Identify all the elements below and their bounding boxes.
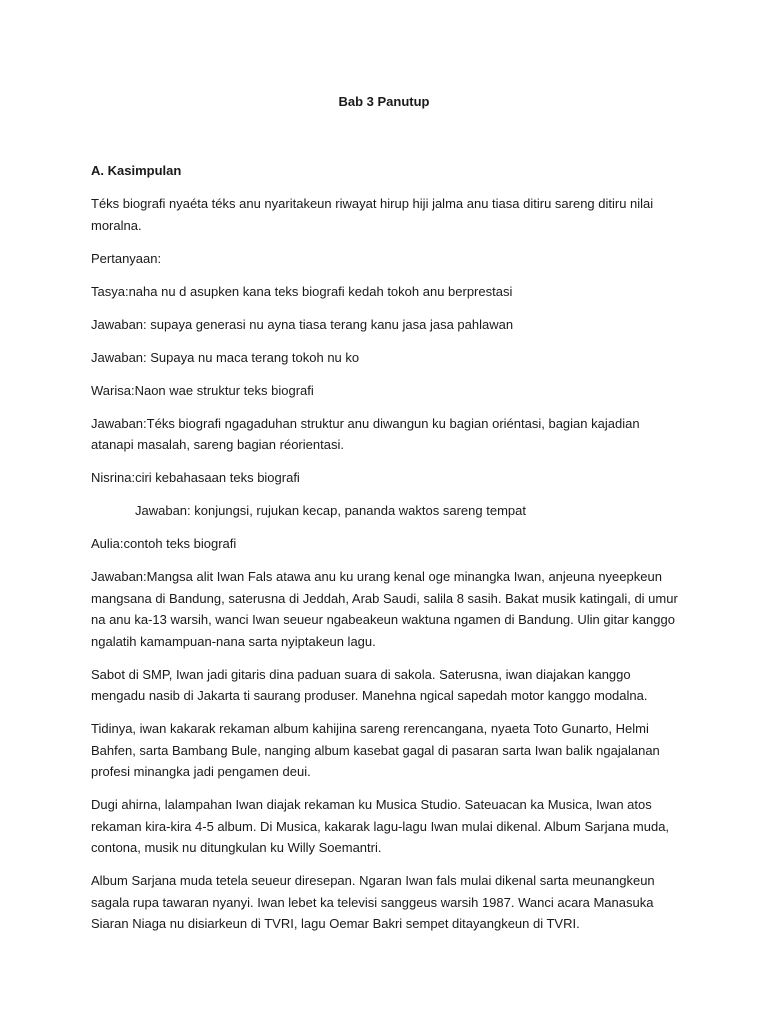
document-body bbox=[91, 160, 681, 946]
paragraph-questions-label: Pertanyaan: bbox=[91, 250, 162, 266]
paragraph-question-warisa: Warisa:Naon wae struktur teks biografi bbox=[91, 382, 314, 398]
paragraph-biography: Sabot di SMP, Iwan jadi gitaris dina paduan suara di sakola. Saterusna, iwan diajakan kanggo mengadu nasib di Jakarta ti saurang produser. Manehna ngical sapedah motor kanggo modalna. bbox=[91, 666, 648, 703]
paragraph-biography: Tidinya, iwan kakarak rekaman album kahijina sareng rerencangana, nyaeta Toto Gunarto, Helmi Bahfen, sarta Bambang Bule, nanging album kasebat gagal di pasaran sarta Iwan balik ngajalanan profesi minangka jadi pengamen deui. bbox=[91, 721, 660, 779]
paragraph-question-tasya: Tasya:naha nu d asupken kana teks biografi kedah tokoh anu berprestasi bbox=[91, 283, 513, 299]
page-title: Bab 3 Panutup bbox=[338, 94, 430, 109]
paragraph-biography: Album Sarjana muda tetela seueur diresepan. Ngaran Iwan fals mulai dikenal sarta meunangkeun sagala rupa tawaran nyanyi. Iwan lebet ka televisi sanggeus warsih 1987. Wanci acara Manasuka Siaran Niaga nu disiarkeun di TVRI, lagu Oemar Bakri sempet ditayangkeun di TVRI. bbox=[91, 873, 655, 931]
paragraph-biography: Jawaban:Mangsa alit Iwan Fals atawa anu ku urang kenal oge minangka Iwan, anjeuna nyeepkeun mangsana di Bandung, saterusna di Jeddah, Arab Saudi, salila 8 sasih. Bakat musik katingali, di umur na anu ka-13 warsih, wanci Iwan seueur ngabeakeun waktuna ngamen di Bandung. Ulin gitar kanggo ngalatih kamampuan-nana sarta nyiptakeun lagu. bbox=[91, 569, 678, 649]
paragraph-definition: Téks biografi nyaéta téks anu nyaritakeun riwayat hirup hiji jalma anu tiasa ditiru sareng ditiru nilai moralna. bbox=[91, 196, 654, 233]
paragraph-answer-indented: Jawaban: konjungsi, rujukan kecap, pananda waktos sareng tempat bbox=[135, 503, 526, 518]
paragraph-biography: Dugi ahirna, lalampahan Iwan diajak rekaman ku Musica Studio. Sateuacan ka Musica, Iwan atos rekaman kira-kira 4-5 album. Di Musica, kakarak lagu-lagu Iwan mulai dikenal. Album Sarjana muda, contona, musik nu ditungkulan ku Willy Soemantri. bbox=[91, 797, 670, 855]
paragraph-answer: Jawaban: Supaya nu maca terang tokoh nu ko bbox=[91, 349, 360, 365]
paragraph-question-nisrina: Nisrina:ciri kebahasaan teks biografi bbox=[91, 470, 300, 485]
paragraph-answer: Jawaban: supaya generasi nu ayna tiasa terang kanu jasa jasa pahlawan bbox=[91, 316, 514, 332]
paragraph-answer: Jawaban:Téks biografi ngagaduhan struktur anu diwangun ku bagian oriéntasi, bagian kajadian atanapi masalah, sareng bagian réorientasi. bbox=[91, 415, 640, 452]
paragraph-question-aulia: Aulia:contoh teks biografi bbox=[91, 536, 237, 551]
section-heading: A. Kasimpulan bbox=[91, 163, 182, 178]
